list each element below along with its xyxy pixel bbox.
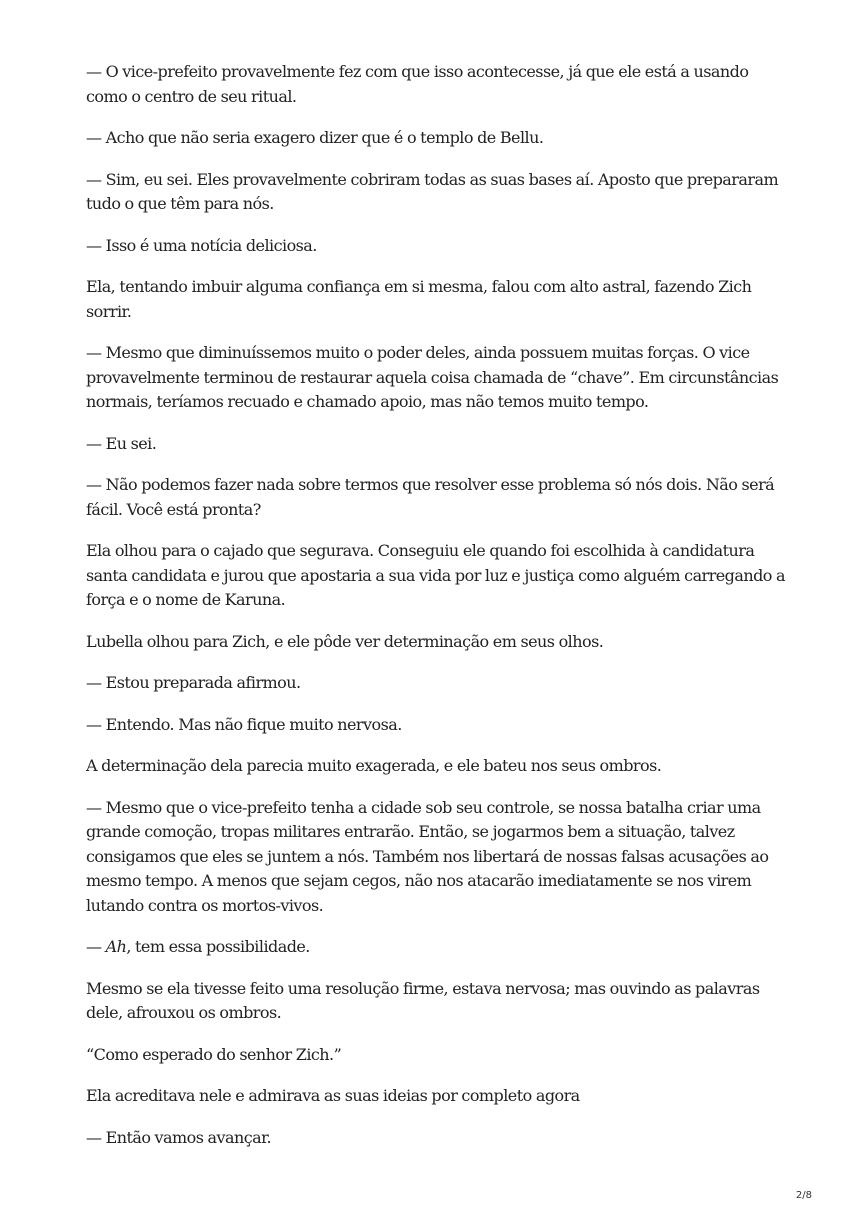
paragraph-4: — Isso é uma notícia deliciosa. [86,235,317,255]
paragraph-11: — Estou preparada afirmou. [86,673,301,692]
paragraph-3: — Sim, eu sei. Eles provavelmente cobriram todas as suas bases aí. Aposto que prepararam tudo o que têm para nós. [86,169,779,213]
paragraph-16: Mesmo se ela tivesse feito uma resolução firme, estava nervosa; mas ouvindo as palavras dele, afrouxou os ombros. [86,978,760,1022]
paragraph-1: — O vice-prefeito provavelmente fez com que isso acontecesse, já que ele está a usando como o centro de seu ritual. [86,62,749,106]
paragraph-12: — Entendo. Mas não fique muito nervosa. [86,714,402,734]
paragraph-6: — Mesmo que diminuíssemos muito o poder deles, ainda possuem muitas forças. O vice provavelmente terminou de restaurar aquela coisa chamada de “chave”. Em circunstâncias normais, teríamos recuado e chamado apoio, mas não temos muito tempo. [86,343,779,411]
ah-line-emphasis: Ah [105,937,127,956]
document-body [86,60,786,1167]
paragraph-5: Ela, tentando imbuir alguma confiança em si mesma, falou com alto astral, fazendo Zich sorrir. [86,277,752,321]
paragraph-10: Lubella olhou para Zich, e ele pôde ver determinação em seus olhos. [86,631,604,651]
paragraph-8: — Não podemos fazer nada sobre termos que resolver esse problema só nós dois. Não será fácil. Você está pronta? [86,475,775,519]
paragraph-9: Ela olhou para o cajado que segurava. Conseguiu ele quando foi escolhida à candidatura santa candidata e jurou que apostaria a sua vida por luz e justiça como alguém carregando a força e o nome de Karuna. [86,541,786,609]
paragraph-14: — Mesmo que o vice-prefeito tenha a cidade sob seu controle, se nossa batalha criar uma grande comoção, tropas militares entrarão. Então, se jogarmos bem a situação, talvez consigamos que eles se juntem a nós. Também nos libertará de nossas falsas acusações ao mesmo tempo. A menos que sejam cegos, não nos atacarão imediatamente se nos virem lutando contra os mortos-vivos. [86,797,769,915]
paragraph-7: — Eu sei. [86,433,157,453]
ah-line-dash: — [86,937,106,956]
paragraph-15-ah-line [86,935,786,960]
paragraph-2: — Acho que não seria exagero dizer que é o templo de Bellu. [86,128,544,147]
ah-line-rest: , tem essa possibilidade. [126,937,310,956]
page-number: 2/8 [795,1190,812,1201]
paragraph-13: A determinação dela parecia muito exagerada, e ele bateu nos seus ombros. [86,756,662,775]
paragraph-18: Ela acreditava nele e admirava as suas ideias por completo agora [86,1086,580,1105]
paragraph-17: “Como esperado do senhor Zich.” [86,1044,342,1064]
paragraph-19: — Então vamos avançar. [86,1127,272,1147]
